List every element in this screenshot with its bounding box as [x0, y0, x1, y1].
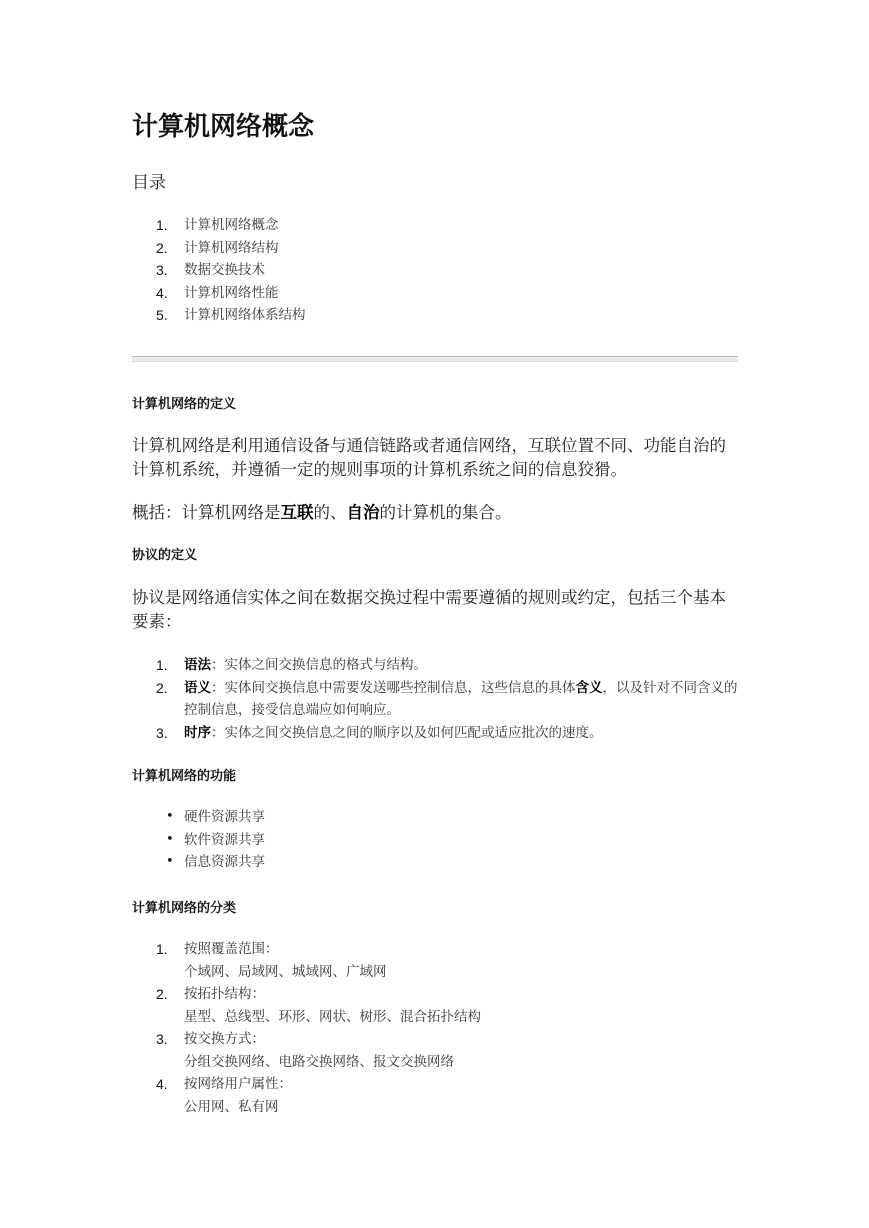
protocol-heading: 协议的定义	[132, 547, 198, 562]
functions-heading: 计算机网络的功能	[132, 768, 237, 783]
list-number: 5.	[156, 307, 168, 323]
protocol-term-meaning: 含义	[575, 679, 603, 696]
classification-label: 按网络用户属性：	[184, 1076, 292, 1092]
classification-detail: 公用网、私有网	[184, 1098, 279, 1115]
classification-label: 按交换方式：	[184, 1031, 265, 1047]
list-number: 1.	[156, 657, 168, 673]
protocol-desc-cont: ，以及针对不同含义的控制信息，接受信息端应如何响应。	[184, 679, 738, 718]
classification-list	[132, 938, 738, 1118]
page-title: 计算机网络概念	[132, 112, 315, 142]
list-number: 2.	[156, 986, 168, 1002]
classification-label: 按拓扑结构：	[184, 986, 265, 1002]
toc-item[interactable]	[132, 259, 738, 282]
summary-mid: 的、	[313, 503, 347, 522]
protocol-desc: ：实体之间交换信息之间的顺序以及如何匹配或适应批次的速度。	[211, 724, 603, 741]
function-label: 软件资源共享	[184, 831, 265, 848]
classification-detail: 分组交换网络、电路交换网络、报文交换网络	[184, 1053, 454, 1070]
toc-item[interactable]	[132, 304, 738, 327]
toc-item[interactable]	[132, 282, 738, 305]
classification-detail: 个域网、局域网、城域网、广域网	[184, 963, 387, 980]
toc-item-label: 计算机网络性能	[184, 284, 279, 301]
protocol-term: 语义	[184, 679, 211, 696]
list-number: 2.	[156, 679, 168, 696]
function-label: 硬件资源共享	[184, 809, 265, 825]
protocol-term: 时序	[184, 724, 211, 741]
classification-heading: 计算机网络的分类	[132, 900, 237, 915]
summary-prefix: 概括：计算机网络是	[132, 503, 281, 522]
classification-label: 按照覆盖范围：	[184, 941, 279, 957]
definition-heading: 计算机网络的定义	[132, 396, 237, 411]
list-number: 3.	[156, 262, 168, 278]
list-number: 1.	[156, 941, 168, 957]
bullet-icon: •	[166, 809, 174, 824]
summary-bold-interconnect: 互联	[280, 503, 314, 522]
functions-list	[132, 806, 738, 874]
toc-item[interactable]	[132, 214, 738, 237]
bullet-icon: •	[166, 854, 174, 869]
toc-list	[132, 214, 738, 327]
list-number: 4.	[156, 284, 168, 301]
bullet-icon: •	[166, 831, 174, 847]
list-number: 3.	[156, 1031, 168, 1047]
list-item	[132, 677, 738, 722]
toc-item[interactable]	[132, 237, 738, 260]
list-item	[132, 1073, 738, 1118]
horizontal-divider	[132, 356, 738, 362]
definition-summary	[132, 501, 738, 525]
list-item	[132, 851, 738, 874]
list-item	[132, 806, 738, 829]
function-label: 信息资源共享	[184, 854, 265, 870]
protocol-elements-list	[132, 654, 738, 744]
toc-item-label: 计算机网络体系结构	[184, 307, 306, 323]
list-number: 3.	[156, 724, 168, 741]
toc-heading: 目录	[132, 173, 166, 193]
list-item	[132, 722, 738, 745]
protocol-term: 语法	[184, 657, 211, 673]
list-item	[132, 983, 738, 1028]
list-number: 1.	[156, 217, 168, 233]
toc-item-label: 数据交换技术	[184, 262, 265, 278]
summary-bold-autonomous: 自治	[346, 503, 380, 522]
toc-item-label: 计算机网络概念	[184, 217, 279, 233]
protocol-desc: ：实体间交换信息中需要发送哪些控制信息，这些信息的具体	[211, 679, 576, 696]
protocol-desc: ：实体之间交换信息的格式与结构。	[211, 657, 427, 673]
list-number: 4.	[156, 1076, 168, 1092]
classification-detail: 星型、总线型、环形、网状、树形、混合拓扑结构	[184, 1008, 481, 1025]
list-item	[132, 829, 738, 852]
list-item	[132, 938, 738, 983]
list-item	[132, 1028, 738, 1073]
list-item	[132, 654, 738, 677]
toc-item-label: 计算机网络结构	[184, 239, 279, 256]
definition-paragraph: 计算机网络是利用通信设备与通信链路或者通信网络，互联位置不同、功能自治的计算机系统，并遵循一定的规则事项的计算机系统之间的信息狡猾。	[132, 436, 726, 479]
protocol-paragraph: 协议是网络通信实体之间在数据交换过程中需要遵循的规则或约定，包括三个基本要素：	[132, 588, 726, 631]
summary-suffix: 的计算机的集合。	[379, 503, 512, 522]
list-number: 2.	[156, 239, 168, 256]
